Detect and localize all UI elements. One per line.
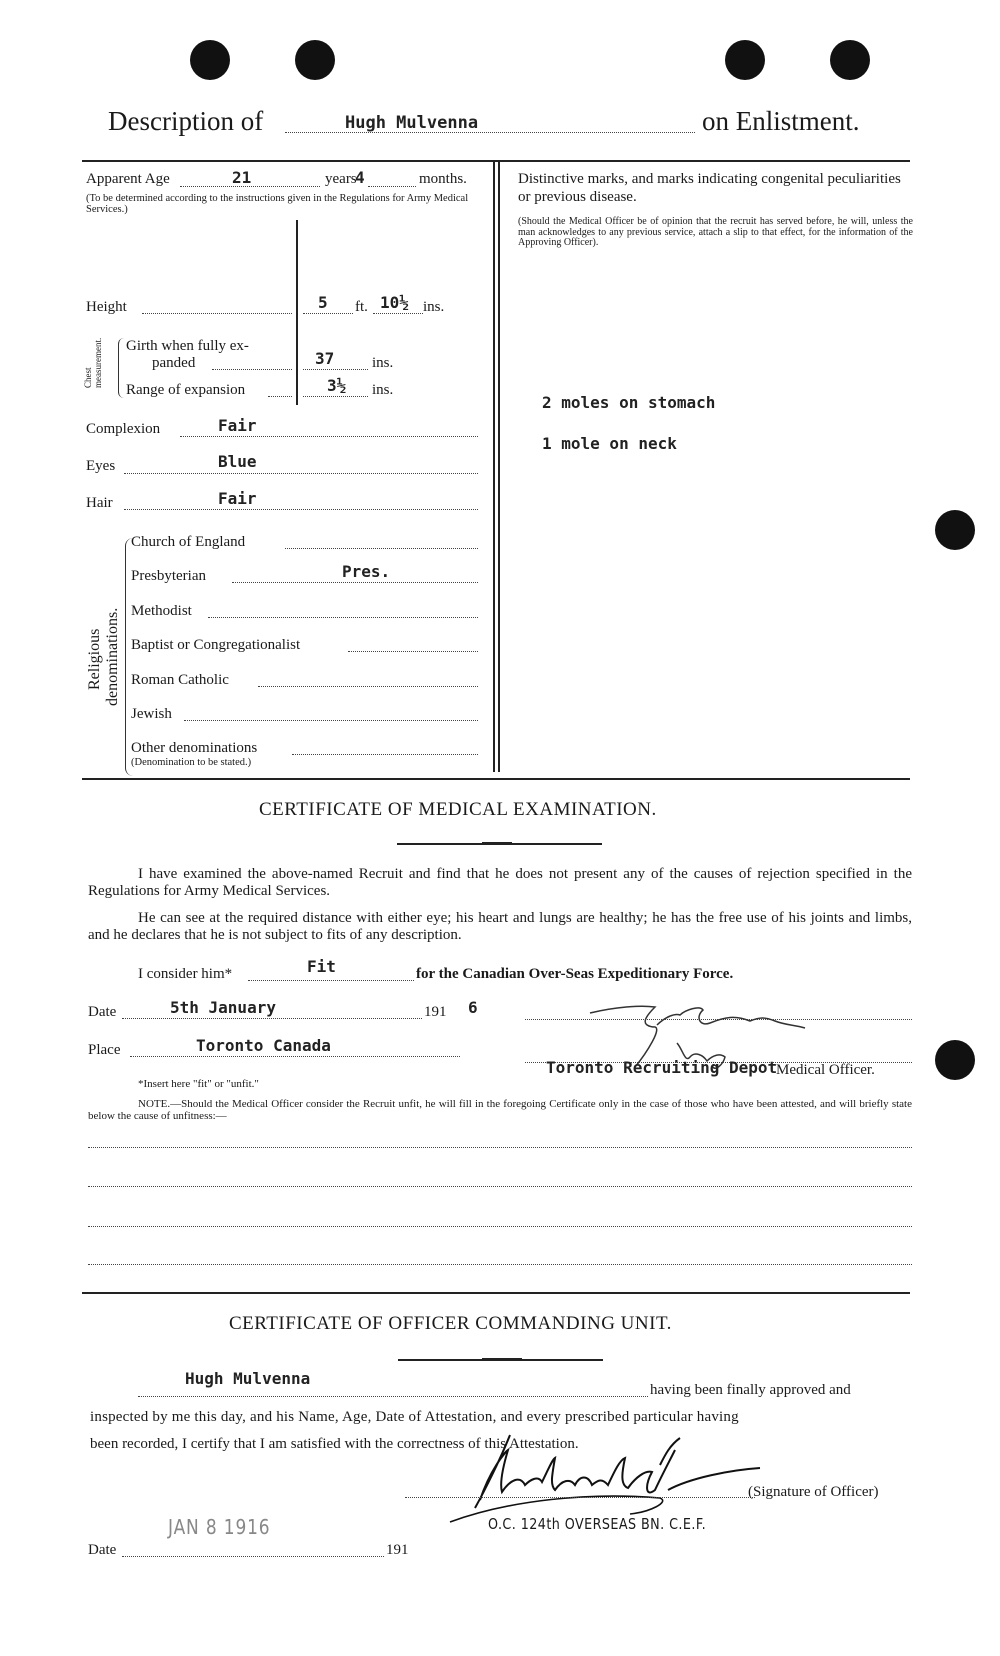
- medical-date-label: Date: [88, 1004, 117, 1020]
- medical-para-2: He can see at the required distance with either eye; his heart and lungs are healthy; he has the free use of his joints and limbs, and he declares that he is not subject to fits of any description.: [88, 910, 912, 943]
- commanding-title: CERTIFICATE OF OFFICER COMMANDING UNIT.: [229, 1313, 672, 1334]
- chest-range-value-line: [303, 396, 368, 397]
- section-rule: [82, 1292, 910, 1294]
- punch-hole: [935, 510, 975, 550]
- height-feet-label: ft.: [355, 299, 368, 315]
- chest-range-label: Range of expansion: [126, 382, 246, 398]
- height-inches-value: 10½: [380, 293, 409, 312]
- medical-place-label: Place: [88, 1042, 121, 1058]
- commanding-stamp: O.C. 124th OVERSEAS BN. C.E.F.: [488, 1515, 707, 1533]
- religion-item-label: Baptist or Congregationalist: [131, 637, 301, 653]
- commanding-date-label: Date: [88, 1542, 117, 1558]
- commanding-signature-label: (Signature of Officer): [748, 1484, 879, 1500]
- height-feet-line: [303, 313, 353, 314]
- punch-hole: [190, 40, 230, 80]
- religion-item-label: Methodist: [131, 603, 192, 619]
- marks-entry: 1 mole on neck: [542, 434, 677, 453]
- commanding-title-rule-center: [482, 1358, 522, 1361]
- age-months-value: 4: [355, 168, 365, 187]
- medical-title-rule-center: [482, 842, 512, 845]
- height-label: Height: [86, 299, 127, 315]
- column-divider: [498, 162, 500, 772]
- eyes-line: [124, 473, 478, 474]
- unfitness-line: [88, 1226, 912, 1227]
- chest-range-unit: ins.: [372, 382, 394, 398]
- complexion-label: Complexion: [86, 421, 161, 437]
- medical-officer-label: Medical Officer.: [776, 1062, 875, 1078]
- medical-year-suffix: 6: [468, 998, 478, 1017]
- medical-consider-prefix: I consider him*: [138, 966, 233, 982]
- chest-girth-line: [212, 369, 292, 370]
- religion-item-label: Presbyterian: [131, 568, 206, 584]
- commanding-line1-suffix: having been finally approved and: [650, 1382, 851, 1398]
- complexion-line: [180, 436, 478, 437]
- medical-officer-stamp: Toronto Recruiting Depot: [546, 1058, 778, 1077]
- religion-item-line: [258, 686, 478, 687]
- medical-consider-suffix: for the Canadian Over-Seas Expeditionary Force.: [416, 966, 734, 982]
- chest-girth-value: 37: [315, 349, 335, 368]
- chest-range-line: [268, 396, 292, 397]
- commanding-name-line: [138, 1396, 648, 1397]
- religion-item-label: Other denominations: [131, 740, 258, 756]
- unfitness-line: [88, 1264, 912, 1265]
- commanding-year-prefix: 191: [386, 1542, 409, 1558]
- medical-place-value: Toronto Canada: [196, 1036, 331, 1055]
- commanding-signature-line: [405, 1497, 755, 1498]
- religion-item-line: [208, 617, 478, 618]
- unfitness-line: [88, 1186, 912, 1187]
- age-years-value: 21: [232, 168, 252, 187]
- commanding-date-stamp: JAN 8 1916: [168, 1515, 271, 1539]
- religion-item-line: [292, 754, 478, 755]
- medical-title: CERTIFICATE OF MEDICAL EXAMINATION.: [259, 799, 657, 820]
- religion-item-line: [285, 548, 478, 549]
- hair-label: Hair: [86, 495, 113, 511]
- medical-note: NOTE.—Should the Medical Officer consider the Recruit unfit, he will fill in the foregoing Certificate only in the case of those who have been attested, and will briefly state below the cause of unfitness:—: [88, 1098, 912, 1122]
- hair-value: Fair: [218, 489, 257, 508]
- medical-year-prefix: 191: [424, 1004, 447, 1020]
- religion-item-label: Roman Catholic: [131, 672, 229, 688]
- header-suffix: on Enlistment.: [702, 106, 860, 136]
- height-inches-label: ins.: [423, 299, 445, 315]
- complexion-value: Fair: [218, 416, 257, 435]
- chest-girth-unit: ins.: [372, 355, 394, 371]
- column-divider: [493, 162, 495, 772]
- medical-date-value: 5th January: [170, 998, 276, 1017]
- marks-note: (Should the Medical Officer be of opinion that the recruit has served before, he will, unless the man acknowledges to any previous service, attach a slip to that effect, for the information of the Approving Officer).: [518, 216, 913, 248]
- marks-heading: Distinctive marks, and marks indicating congenital peculiarities or previous disease.: [518, 171, 901, 205]
- medical-consider-line: [248, 980, 414, 981]
- age-months-label: months.: [419, 171, 467, 187]
- medical-consider-value: Fit: [307, 957, 336, 976]
- religion-group-label-1: Religious: [86, 628, 103, 690]
- chest-girth-label-1: Girth when fully ex-: [126, 338, 249, 354]
- age-years-label: years: [325, 171, 357, 187]
- marks-entry: 2 moles on stomach: [542, 393, 716, 412]
- commanding-name-value: Hugh Mulvenna: [185, 1369, 311, 1388]
- age-months-line: [368, 186, 416, 187]
- hair-line: [124, 509, 478, 510]
- punch-hole: [725, 40, 765, 80]
- section-rule: [82, 778, 910, 780]
- age-label: Apparent Age: [86, 171, 170, 187]
- measurement-divider: [296, 220, 298, 405]
- chest-range-value: 3½: [327, 376, 347, 395]
- height-feet-value: 5: [318, 293, 328, 312]
- commanding-line3: been recorded, I certify that I am satisfied with the correctness of this Attestation.: [90, 1436, 579, 1452]
- commanding-date-line: [122, 1556, 384, 1557]
- chest-brace: [118, 338, 125, 398]
- religion-group-label-2: denominations.: [104, 607, 121, 706]
- punch-hole: [830, 40, 870, 80]
- religion-item-line: [232, 582, 478, 583]
- religion-item-value: Pres.: [342, 562, 391, 581]
- eyes-value: Blue: [218, 452, 257, 471]
- header-prefix: Description of: [108, 106, 264, 136]
- religion-item-line: [184, 720, 478, 721]
- commanding-line2: inspected by me this day, and his Name, Age, Date of Attestation, and every prescribed particular having: [90, 1409, 739, 1425]
- medical-place-line: [130, 1056, 460, 1057]
- chest-girth-value-line: [303, 369, 368, 370]
- height-line: [142, 313, 292, 314]
- medical-date-line: [122, 1018, 422, 1019]
- eyes-label: Eyes: [86, 458, 116, 474]
- religion-item-line: [348, 651, 478, 652]
- punch-hole: [295, 40, 335, 80]
- age-note: (To be determined according to the instructions given in the Regulations for Army Medical Services.): [86, 193, 469, 215]
- height-inches-line: [373, 313, 423, 314]
- top-rule: [82, 160, 910, 162]
- chest-group-label: Chest measurement.: [83, 337, 103, 388]
- chest-girth-label-2: panded: [152, 355, 196, 371]
- religion-item-label: Church of England: [131, 534, 246, 550]
- unfitness-line: [88, 1147, 912, 1148]
- medical-para-1: I have examined the above-named Recruit and find that he does not present any of the causes of rejection specified in the Regulations for Army Medical Services.: [88, 866, 912, 899]
- punch-hole: [935, 1040, 975, 1080]
- religion-item-label: Jewish: [131, 706, 172, 722]
- religion-other-note: (Denomination to be stated.): [131, 757, 252, 768]
- medical-insert-note: *Insert here "fit" or "unfit.": [138, 1078, 259, 1090]
- header-name: Hugh Mulvenna: [345, 113, 479, 133]
